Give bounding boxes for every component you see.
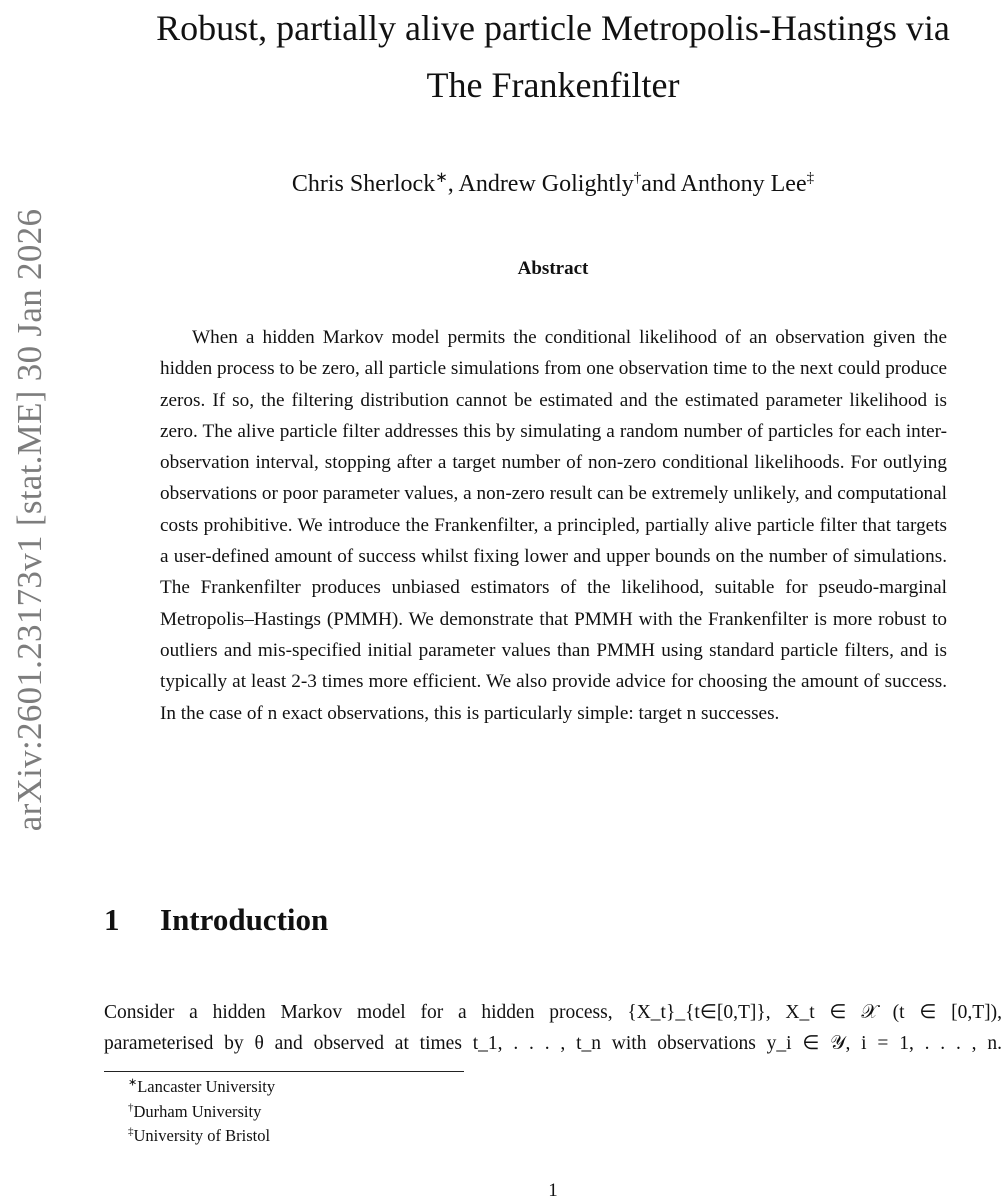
footnote-mark: ∗ (128, 1076, 138, 1089)
introduction-paragraph (104, 997, 1002, 1059)
author-name: Chris Sherlock (291, 171, 436, 197)
footnote-text: Lancaster University (137, 1077, 276, 1096)
author-affiliation-mark: ∗ (435, 170, 448, 186)
intro-line-1: Consider a hidden Markov model for a hidden process, {X_t}_{t∈[0,T]}, X_t ∈ 𝒳 (t ∈ [0,T]), (104, 1002, 1002, 1023)
author-separator: , (447, 171, 459, 197)
author-list (104, 166, 1002, 202)
footnote-mark: ‡ (128, 1125, 134, 1138)
author-name: Andrew Golightly (458, 171, 634, 197)
section-number: 1 (104, 902, 120, 937)
title-line-2: The Frankenfilter (426, 65, 680, 105)
footnote-mark: † (128, 1101, 134, 1113)
section-heading (104, 897, 1002, 943)
footnote-divider (104, 1071, 464, 1072)
section-title: Introduction (160, 902, 329, 937)
page-number: 1 (548, 1180, 558, 1201)
footnote-text: University of Bristol (133, 1126, 271, 1145)
title-line-1: Robust, partially alive particle Metropolis-Hastings via (156, 8, 950, 48)
paper-title (104, 0, 1002, 114)
abstract-heading: Abstract (517, 258, 589, 279)
footnote (128, 1075, 728, 1100)
intro-line-2: parameterised by θ and observed at times t_1, . . . , t_n with observations y_i ∈ 𝒴, i = 1, . . . , n. (104, 1033, 1002, 1054)
author-affiliation-mark: ‡ (806, 170, 815, 186)
footnote (128, 1100, 728, 1125)
footnote (128, 1124, 728, 1149)
author-affiliation-mark: † (633, 170, 642, 186)
footnote-list (128, 1075, 728, 1149)
author-name: Anthony Lee (680, 171, 807, 197)
author-separator: and (641, 171, 681, 197)
arxiv-identifier-stamp: arXiv:2601.23173v1 [stat.ME] 30 Jan 2026 (10, 208, 49, 832)
footnote-text: Durham University (133, 1101, 262, 1121)
abstract-body: When a hidden Markov model permits the conditional likelihood of an observation given the hidden process to be zero, all particle simulations from one observation time to the next could produce zeros. If so, the filtering distribution cannot be estimated and the estimated parameter likelihood is zero. The alive particle filter addresses this by simulating a random number of particles for each inter-observation interval, stopping after a target number of non-zero conditional likelihoods. For outlying observations or poor parameter values, a non-zero result can be extremely unlikely, and computational costs prohibitive. We introduce the Frankenfilter, a principled, partially alive particle filter that targets a user-defined amount of success whilst fixing lower and upper bounds on the number of simulations. The Frankenfilter produces unbiased estimators of the likelihood, suitable for pseudo-marginal Metropolis–Hastings (PMMH). We demonstrate that PMMH with the Frankenfilter is more robust to outliers and mis-specified initial parameter values than PMMH using standard particle filters, and is typically at least 2-3 times more efficient. We also provide advice for choosing the amount of success. In the case of n exact observations, this is particularly simple: target n successes. (160, 327, 947, 724)
